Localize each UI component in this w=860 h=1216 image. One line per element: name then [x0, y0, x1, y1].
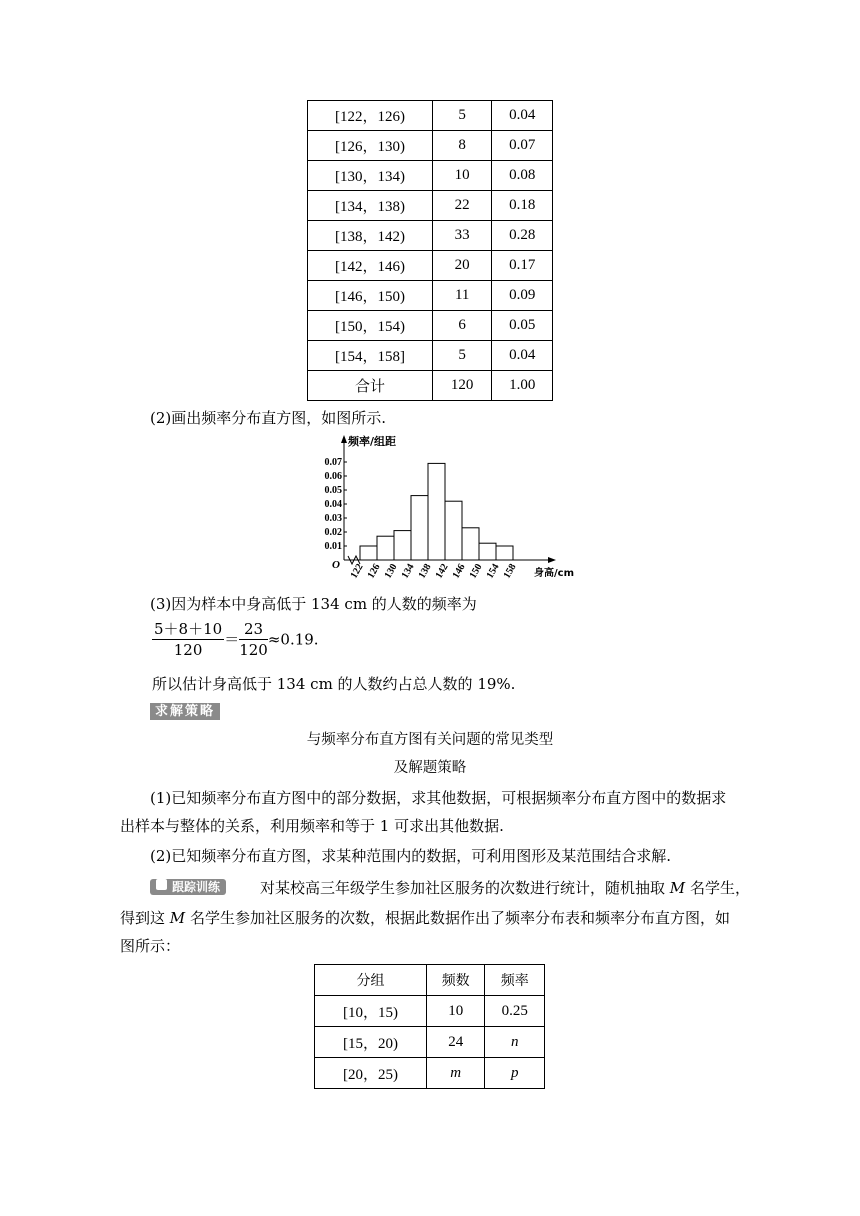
- table-cell: [130，134): [308, 161, 433, 191]
- histogram-bar: [428, 463, 445, 560]
- table-cell: [138，142): [308, 221, 433, 251]
- x-tick-label: 146: [450, 562, 468, 581]
- table-total-row: [308, 371, 553, 401]
- table-cell: p: [485, 1058, 545, 1089]
- table-cell: [122，126): [308, 101, 433, 131]
- strategy-p1-line1: (1)已知频率分布直方图中的部分数据，求其他数据，可根据频率分布直方图中的数据求: [150, 789, 727, 807]
- table-cell: [142，146): [308, 251, 433, 281]
- fraction-1-numerator: 5＋8＋10: [154, 620, 223, 638]
- table-row: [308, 311, 553, 341]
- header-cell: 频数: [426, 965, 484, 996]
- table-cell: [150，154): [308, 311, 433, 341]
- origin-label: O: [332, 559, 340, 571]
- practice-badge-text: 跟踪训练: [172, 880, 221, 894]
- table-cell: 0.07: [492, 131, 553, 161]
- y-tick-label: 0.02: [324, 527, 342, 538]
- table-cell: 6: [432, 311, 492, 341]
- table-cell: 33: [432, 221, 492, 251]
- table-cell: [126，130): [308, 131, 433, 161]
- practice-frequency-table: [314, 964, 545, 1089]
- frequency-table: [307, 100, 553, 401]
- table-cell: 10: [426, 996, 484, 1027]
- y-tick-label: 0.04: [324, 499, 342, 510]
- x-tick-label: 134: [399, 562, 417, 581]
- y-axis-arrow: [341, 435, 347, 443]
- practice-badge-label: [150, 879, 226, 895]
- table-row: [315, 1058, 545, 1089]
- table-cell: 5: [432, 341, 492, 371]
- table-row: [315, 996, 545, 1027]
- header-cell: 分组: [315, 965, 427, 996]
- histogram-bar: [479, 543, 496, 560]
- step3-conclusion: 所以估计身高低于 134 cm 的人数约占总人数的 19%.: [152, 675, 516, 693]
- frequency-table-body: [308, 101, 553, 401]
- table-row: [308, 161, 553, 191]
- table-cell: 0.08: [492, 161, 553, 191]
- table-row: [308, 191, 553, 221]
- x-axis-label: 身高/cm: [534, 568, 574, 579]
- table-cell: [15，20): [315, 1027, 427, 1058]
- x-tick-label: 138: [416, 562, 434, 581]
- table-cell: 20: [432, 251, 492, 281]
- y-tick-label: 0.05: [324, 485, 342, 496]
- total-freq: 1.00: [492, 371, 553, 401]
- table-cell: 0.17: [492, 251, 553, 281]
- histogram-bar: [445, 501, 462, 560]
- practice-line3: 图所示：: [120, 937, 181, 955]
- table-cell: 0.18: [492, 191, 553, 221]
- table-cell: 0.25: [485, 996, 545, 1027]
- practice-line2: [120, 908, 730, 928]
- table-cell: [10，15): [315, 996, 427, 1027]
- step2-text: (2)画出频率分布直方图，如图所示.: [150, 409, 387, 427]
- fraction-1: [152, 620, 224, 661]
- table-row: [308, 101, 553, 131]
- strategy-badge: [150, 700, 220, 719]
- table-cell: [20，25): [315, 1058, 427, 1089]
- table-cell: [146，150): [308, 281, 433, 311]
- x-tick-label: 142: [433, 562, 451, 581]
- practice-line2-text-a: 得到这: [120, 909, 166, 927]
- table-cell: m: [426, 1058, 484, 1089]
- fraction-2: [239, 620, 268, 661]
- table-row: [308, 221, 553, 251]
- y-tick-label: 0.07: [324, 457, 342, 468]
- table-row: [308, 341, 553, 371]
- table-cell: 0.04: [492, 101, 553, 131]
- table-row: [308, 131, 553, 161]
- x-axis-arrow: [548, 557, 556, 563]
- practice-line1-text-a: 对某校高三年级学生参加社区服务的次数进行统计，随机抽取: [260, 879, 666, 897]
- table-cell: 0.09: [492, 281, 553, 311]
- x-tick-label: 122: [348, 562, 366, 581]
- table-cell: [154，158]: [308, 341, 433, 371]
- step3-text: (3)因为样本中身高低于 134 cm 的人数的频率为: [150, 595, 477, 613]
- y-axis-label: 频率/组距: [348, 435, 397, 448]
- header-cell: 频率: [485, 965, 545, 996]
- formula: [152, 620, 319, 661]
- practice-badge: [150, 876, 226, 895]
- total-count: 120: [432, 371, 492, 401]
- x-tick-label: 158: [501, 562, 519, 581]
- histogram-bar: [496, 546, 513, 560]
- x-tick-label: 154: [484, 562, 502, 581]
- frequency-histogram: [300, 432, 590, 584]
- x-tick-label: 126: [365, 562, 383, 581]
- table-row: [315, 1027, 545, 1058]
- table-row: [308, 251, 553, 281]
- y-tick-label: 0.01: [324, 541, 342, 552]
- equals-sign: ＝: [224, 630, 240, 649]
- x-tick-label: 130: [382, 562, 400, 581]
- practice-line1-text-b: 名学生，: [689, 879, 750, 897]
- table-cell: 0.28: [492, 221, 553, 251]
- fraction-2-denominator: 120: [239, 641, 268, 659]
- approx-result: ≈0.19.: [267, 630, 319, 649]
- strategy-title-line1: 与频率分布直方图有关问题的常见类型: [306, 732, 554, 748]
- table-cell: n: [485, 1027, 545, 1058]
- y-tick-label: 0.06: [324, 471, 342, 482]
- x-tick-label: 150: [467, 562, 485, 581]
- table-cell: 8: [432, 131, 492, 161]
- fraction-1-denominator: 120: [173, 641, 203, 659]
- histogram-bar: [462, 528, 479, 560]
- histogram-bar: [360, 546, 377, 560]
- notebook-icon: [156, 879, 167, 890]
- table-cell: 5: [432, 101, 492, 131]
- practice-line1: [260, 878, 750, 898]
- y-tick-label: 0.03: [324, 513, 342, 524]
- strategy-badge-label: 求解策略: [150, 703, 220, 720]
- fraction-2-numerator: 23: [239, 620, 268, 640]
- practice-variable-m: M: [169, 909, 186, 927]
- practice-line2-text-b: 名学生参加社区服务的次数，根据此数据作出了频率分布表和频率分布直方图，如: [189, 909, 730, 927]
- axis-break: [348, 556, 360, 564]
- table-cell: 22: [432, 191, 492, 221]
- table-cell: [134，138): [308, 191, 433, 221]
- histogram-bar: [377, 536, 394, 560]
- strategy-p1-line2: 出样本与整体的关系，利用频率和等于 1 可求出其他数据.: [120, 817, 504, 835]
- table-cell: 0.05: [492, 311, 553, 341]
- histogram-bar: [411, 496, 428, 560]
- practice-variable-m: M: [669, 879, 686, 897]
- table-cell: 24: [426, 1027, 484, 1058]
- total-label: 合计: [308, 371, 433, 401]
- table-cell: 10: [432, 161, 492, 191]
- histogram-bar: [394, 531, 411, 560]
- table-cell: 0.04: [492, 341, 553, 371]
- table-row: [308, 281, 553, 311]
- strategy-title-line2: 及解题策略: [393, 760, 467, 776]
- strategy-p2: (2)已知频率分布直方图，求某种范围内的数据，可利用图形及某范围结合求解.: [150, 847, 672, 865]
- table-header-row: [315, 965, 545, 996]
- table-cell: 11: [432, 281, 492, 311]
